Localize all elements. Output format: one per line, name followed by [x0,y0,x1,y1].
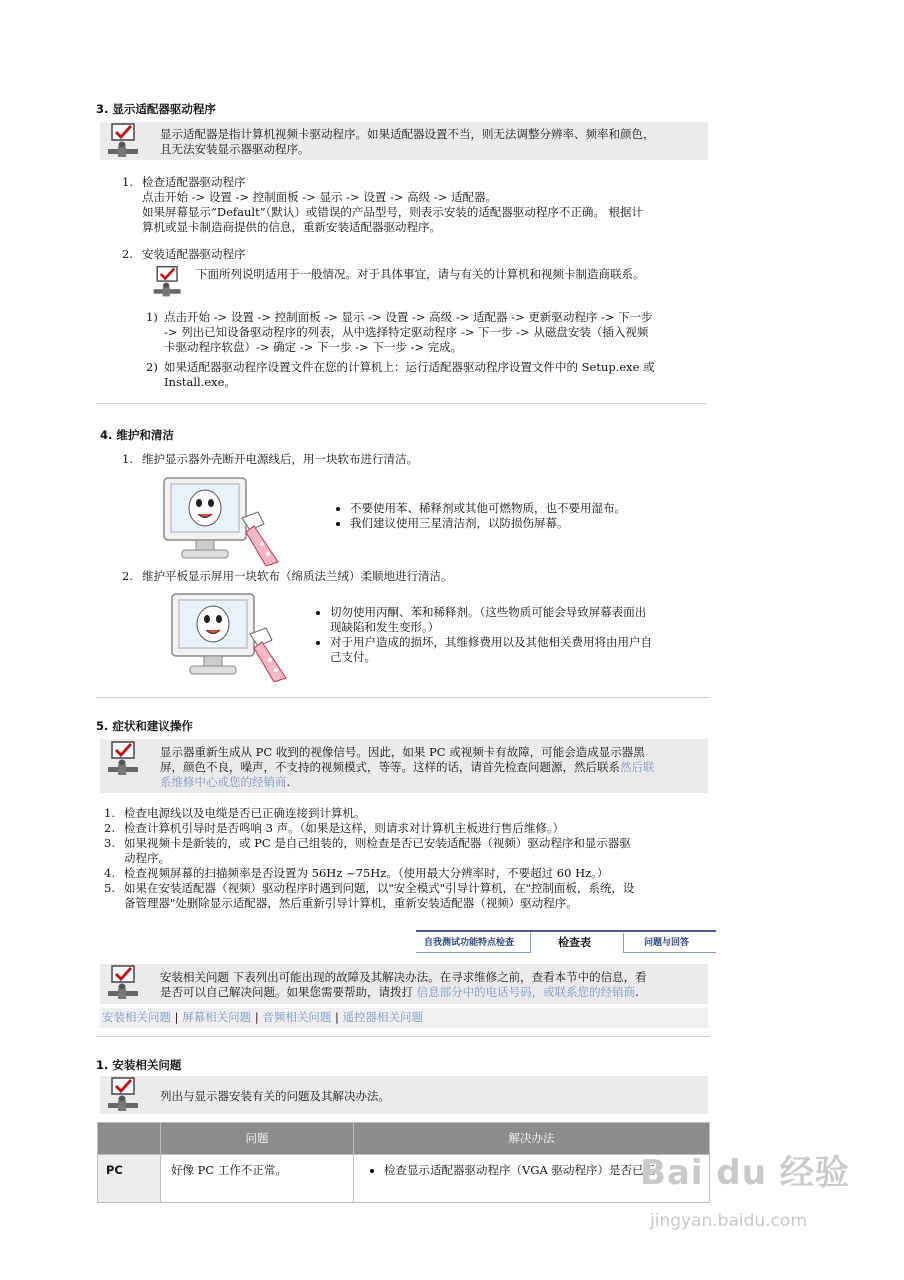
list-number: 1. [122,452,133,466]
list-number: 4. [104,866,115,880]
watermark-brand: Bai du 经验 [640,1153,850,1193]
list-number: 2. [122,569,133,583]
list-number: 1. [104,806,115,820]
item-line: 算机或显卡制造商提供的信息，重新安装适配器驱动程序。 [142,220,441,234]
cleaning-tips-list-1 [336,501,696,531]
item-text: 维护显示器外壳断开电源线后，用一块软布进行清洁。 [142,452,418,466]
item-text: 维护平板显示屏用一块软布（绵质法兰绒）柔顺地进行清洁。 [142,569,453,583]
problem-category-links [100,1008,708,1028]
flat-panel-cleaning-illustration [166,590,296,682]
note-check-icon [150,264,186,300]
note-end: . [286,775,291,789]
installation-problems-table [97,1122,710,1203]
watermark-url: jingyan.baidu.com [650,1211,807,1231]
note-text-checklist [160,970,700,1000]
table-header-blank [98,1123,161,1155]
symptom-checklist [104,806,704,911]
list-text: 检查电源线以及电缆是否已正确连接到计算机。 [124,806,366,820]
sub-step-text: 如果适配器驱动程序设置文件在您的计算机上：运行适配器驱动程序设置文件中的 Setup.exe 或 Install.exe。 [164,360,655,389]
link-separator: | [335,1010,339,1024]
table-header-row [98,1123,710,1155]
link-audio-problems[interactable]: 音频相关问题 [262,1010,332,1024]
item-title: 安装适配器驱动程序 [142,247,246,261]
note-check-icon [104,741,144,777]
list-text: 检查计算机引导时是否鸣响 3 声。（如果是这样，则请求对计算机主板进行售后维修。） [124,821,565,835]
list-number: 1. [122,175,133,189]
item-line: 如果屏幕显示“Default”（默认）或错误的产品型号，则表示安装的适配器驱动程序不正确。 根据计 [142,205,644,219]
tab-self-test[interactable]: 自我测试功能特点检查 [424,938,515,948]
row-label [98,1155,161,1203]
table-header-problem: 问题 [161,1123,354,1155]
list-number: 5. [104,881,115,895]
sub-number: 1) [146,310,158,324]
tip-item: • 切勿使用丙酮、苯和稀释剂。（这些物质可能会导致屏幕表面出 现缺陷和发生变形。） [330,605,696,635]
tip-item: • 对于用户造成的损坏，其维修费用以及其他相关费用将由用户自 己支付。 [330,635,696,665]
service-center-link[interactable]: 然后联 系维修中心或您的经销商 [160,760,655,789]
section-3-title: 3. 显示适配器驱动程序 [96,102,216,116]
section-5-title: 5. 症状和建议操作 [96,719,193,733]
table-row [98,1155,710,1203]
row-label-text: PC [106,1163,123,1177]
cleaning-tips-list-2 [316,605,696,665]
divider [96,1036,710,1037]
list-number: 3. [104,836,115,850]
table-header-solution: 解决办法 [354,1123,710,1155]
section-4-title: 4. 维护和清洁 [100,428,174,442]
tab-qa[interactable]: 问题与回答 [644,938,690,948]
row-problem: 好像 PC 工作不正常。 [161,1155,354,1203]
tab-bar-top-line [416,930,716,932]
category-links-row [102,1010,423,1025]
divider [96,697,710,698]
list-number: 2. [122,247,133,261]
divider [96,403,706,404]
list-item [104,881,704,911]
check-adapter-block [142,175,702,235]
link-separator: | [174,1010,179,1024]
note-check-icon [104,123,144,159]
list-item [104,806,704,821]
link-screen-problems[interactable]: 屏幕相关问题 [182,1010,252,1024]
tip-item: • 不要使用苯、稀释剂或其他可燃物质，也不要用湿布。 [350,501,696,516]
note-text-symptoms [160,745,700,790]
note-text-installation: 列出与显示器安装有关的问题及其解决办法。 [160,1089,390,1103]
item-title: 检查适配器驱动程序 [142,175,246,189]
tip-item: • 我们建议使用三星清洁剂，以防损伤屏幕。 [350,516,696,531]
link-remote-problems[interactable]: 遥控器相关问题 [342,1010,424,1024]
note-check-icon [104,1077,144,1113]
sub-step-text: 点击开始 -> 设置 -> 控制面板 -> 显示 -> 设置 -> 高级 -> 适配器 -> 更新驱动程序 -> 下一步 -> 列出已知设备驱动程序的列表，从中选择特定驱动程序 -> 下一步 -> 从磁盘安装（插入视频 卡驱动程序软盘）-> 确定 -> 下一步 -> 下一步 -> 完成。 [164,310,653,354]
note-check-icon [104,965,144,1001]
note-end: . [635,985,639,999]
solution-item: • 检查显示适配器驱动程序（VGA 驱动程序）是否已正 [384,1163,709,1178]
item-line: 点击开始 -> 设置 -> 控制面板 -> 显示 -> 设置 -> 高级 -> 适配器。 [142,190,497,204]
list-item [104,836,704,866]
link-installation-problems[interactable]: 安装相关问题 [102,1010,171,1024]
list-item [104,866,704,881]
tab-checklist[interactable]: 检查表 [558,936,591,949]
list-text: 如果视频卡是新装的，或 PC 是自己组装的，则检查是否已安装适配器（视频）驱动程序和显示器驱 动程序。 [124,836,631,865]
list-text: 如果在安装适配器（视频）驱动程序时遇到问题，以"安全模式"引导计算机，在"控制面板，系统，设 备管理器"处删除显示适配器，然后重新引导计算机，重新安装适配器（视频）驱动程序。 [124,881,635,910]
note-body: 显示器重新生成从 PC 收到的视像信号。因此，如果 PC 或视频卡有故障，可能会造成显示器黑 屏，颜色不良，噪声，不支持的视频模式，等等。这样的话，请首先检查问题源，然后联系 [160,745,645,774]
general-note: 下面所列说明适用于一般情况。对于具体事宜，请与有关的计算机和视频卡制造商联系。 [196,267,645,281]
list-text: 检查视频屏幕的扫描频率是否设置为 56Hz ~75Hz。（使用最大分辨率时，不要超过 60 Hz。） [124,866,609,880]
note-text-display-adapter: 显示适配器是指计算机视频卡驱动程序。如果适配器设置不当，则无法调整分辨率、频率和颜色， 且无法安装显示器驱动程序。 [160,127,655,156]
installation-section-title: 1. 安装相关问题 [96,1058,182,1072]
list-number: 2. [104,821,115,835]
note-body: 安装相关问题 下表列出可能出现的故障及其解决办法。在寻求维修之前，查看本节中的信息，看 是否可以自己解决问题。如果您需要帮助，请拨打 [160,970,647,999]
list-item [104,821,704,836]
contact-info-link[interactable]: 信息部分中的电话号码，或联系您的经销商 [416,985,636,999]
link-separator: | [254,1010,259,1024]
checklist-tab-bar [416,930,716,954]
sub-number: 2) [146,360,158,374]
monitor-cleaning-illustration [158,474,288,566]
